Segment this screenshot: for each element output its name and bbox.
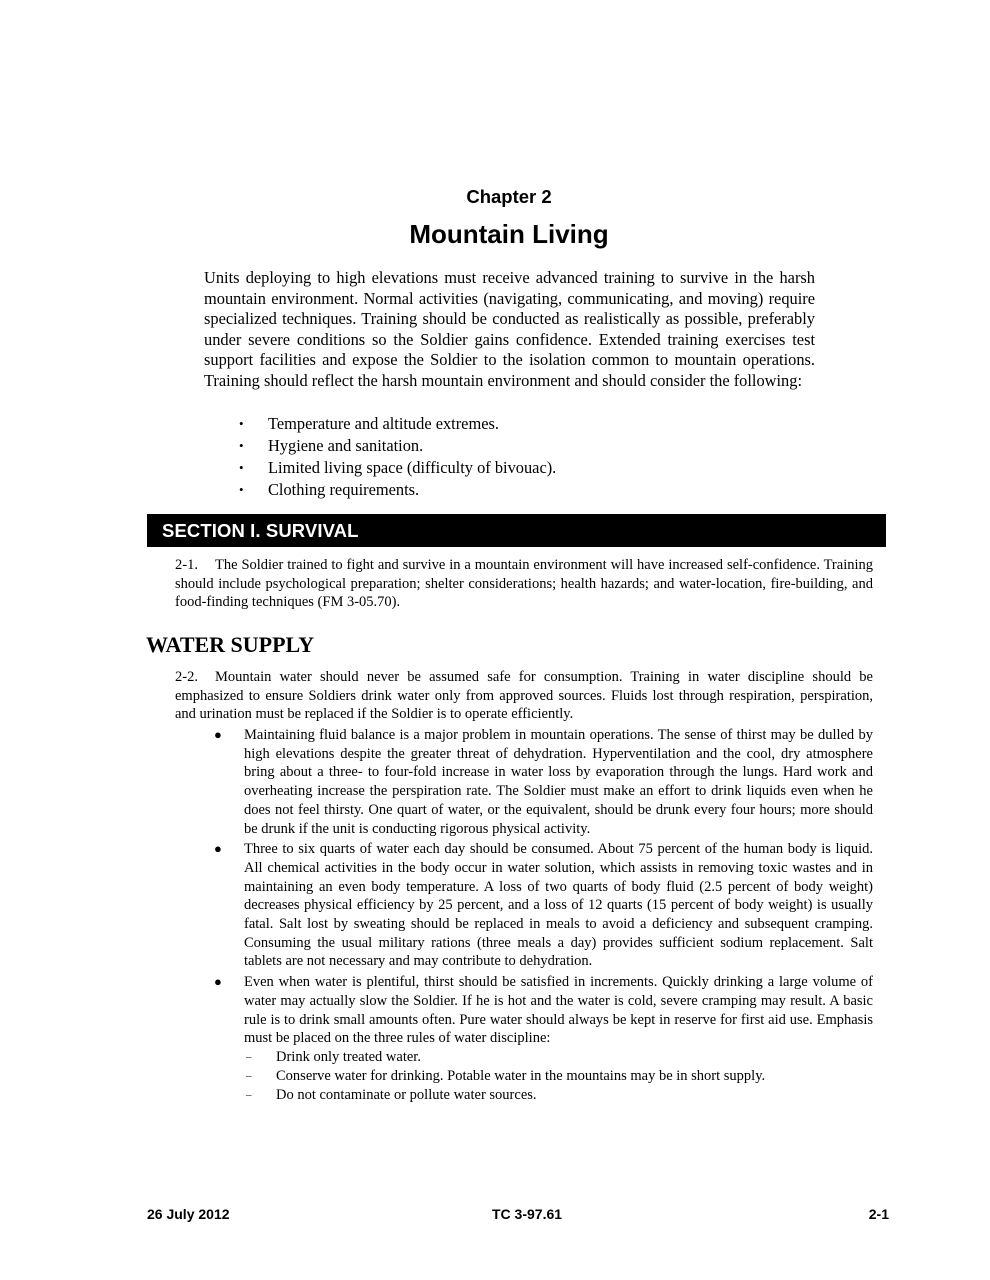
- bullet-icon: •: [239, 460, 244, 475]
- chapter-label: Chapter 2: [466, 186, 552, 207]
- paragraph-number: 2-2.: [175, 669, 198, 685]
- list-item: [212, 726, 873, 838]
- dash-icon: –: [246, 1050, 252, 1063]
- dash-icon: –: [246, 1069, 252, 1082]
- bullet-icon: •: [239, 482, 244, 497]
- rule-item: [244, 1086, 873, 1105]
- rule-item: [244, 1067, 873, 1086]
- list-item-text: Temperature and altitude extremes.: [268, 414, 499, 433]
- list-item: [232, 457, 792, 479]
- list-item-text: Maintaining fluid balance is a major problem in mountain operations. The sense of thirst may be dulled by high elevations despite the greater threat of dehydration. Hyperventilation and the cool, dry atmosphere bring about a three- to four-fold increase in water loss by evaporation through the lungs. Hard work and overheating increase the perspiration rate. The Soldier must make an effort to drink liquids even when he does not feel thirsty. One quart of water, or the equivalent, should be drunk every four hours; more should be drunk if the unit is conducting rigorous physical activity.: [244, 727, 873, 837]
- paragraph-text: Mountain water should never be assumed safe for consumption. Training in water discipline should be emphasized to ensure Soldiers drink water only from approved sources. Fluids lost through respiration, perspiration, and urination must be replaced if the Soldier is to operate efficiently.: [175, 669, 873, 723]
- paragraph-number: 2-1.: [175, 557, 198, 573]
- list-item-text: Limited living space (difficulty of bivouac).: [268, 458, 557, 477]
- bullet-icon: ●: [214, 727, 222, 742]
- dash-icon: –: [246, 1088, 252, 1101]
- section-header-bar: [147, 514, 886, 547]
- water-discipline-rules: [244, 1048, 873, 1105]
- list-item: [232, 435, 792, 457]
- list-item-text: Even when water is plentiful, thirst should be satisfied in increments. Quickly drinking a large volume of water may actually slow the Soldier. If he is hot and the water is cold, severe cramping may result. A basic rule is to drink small amounts often. Pure water should always be kept in reserve for first aid use. Emphasis must be placed on the three rules of water discipline:: [244, 974, 873, 1047]
- section-title: SECTION I. SURVIVAL: [162, 520, 359, 541]
- bullet-icon: •: [239, 416, 244, 431]
- chapter-title: Mountain Living: [409, 219, 609, 249]
- paragraph-2-2: [175, 668, 873, 724]
- water-bullet-list: [212, 726, 873, 1107]
- rule-text: Drink only treated water.: [276, 1048, 421, 1065]
- list-item: [212, 973, 873, 1105]
- rule-item: [244, 1048, 873, 1067]
- list-item-text: Hygiene and sanitation.: [268, 436, 424, 455]
- list-item-text: Clothing requirements.: [268, 480, 420, 499]
- intro-paragraph: Units deploying to high elevations must receive advanced training to survive in the harsh mountain environment. Normal activities (navigating, communicating, and moving) require specialized techniques. Training should be conducted as realistically as possible, preferably under severe conditions so the Soldier gains confidence. Extended training exercises test support facilities and expose the Soldier to the isolation common to mountain operations. Training should reflect the harsh mountain environment and should consider the following:: [204, 268, 815, 390]
- bullet-icon: •: [239, 438, 244, 453]
- footer-date: 26 July 2012: [147, 1206, 230, 1222]
- list-item-text: Three to six quarts of water each day should be consumed. About 75 percent of the human body is liquid. All chemical activities in the body occur in water solution, which assists in removing toxic wastes and in maintaining an even body temperature. A loss of two quarts of body fluid (2.5 percent of body weight) decreases physical efficiency by 25 percent, and a loss of 12 quarts (15 percent of body weight) is usually fatal. Salt lost by sweating should be replaced in meals to avoid a deficiency and subsequent cramping. Consuming the usual military rations (three meals a day) provides sufficient sodium replacement. Salt tablets are not necessary and may contribute to dehydration.: [244, 841, 873, 970]
- paragraph-text: The Soldier trained to fight and survive in a mountain environment will have increased self-confidence. Training should include psychological preparation; shelter considerations; health hazards; and water-location, fire-building, and food-finding techniques (FM 3-05.70).: [175, 557, 873, 611]
- intro-bullet-list: [232, 413, 792, 501]
- footer-page-number: 2-1: [868, 1206, 889, 1222]
- list-item: [212, 840, 873, 971]
- footer-publication: TC 3-97.61: [492, 1206, 563, 1222]
- paragraph-2-1: [175, 556, 873, 612]
- rule-text: Do not contaminate or pollute water sources.: [276, 1086, 537, 1103]
- list-item: [232, 413, 792, 435]
- water-supply-heading: WATER SUPPLY: [146, 632, 315, 657]
- list-item: [232, 479, 792, 501]
- rule-text: Conserve water for drinking. Potable water in the mountains may be in short supply.: [276, 1067, 766, 1084]
- bullet-icon: ●: [214, 841, 222, 857]
- bullet-icon: ●: [214, 974, 222, 990]
